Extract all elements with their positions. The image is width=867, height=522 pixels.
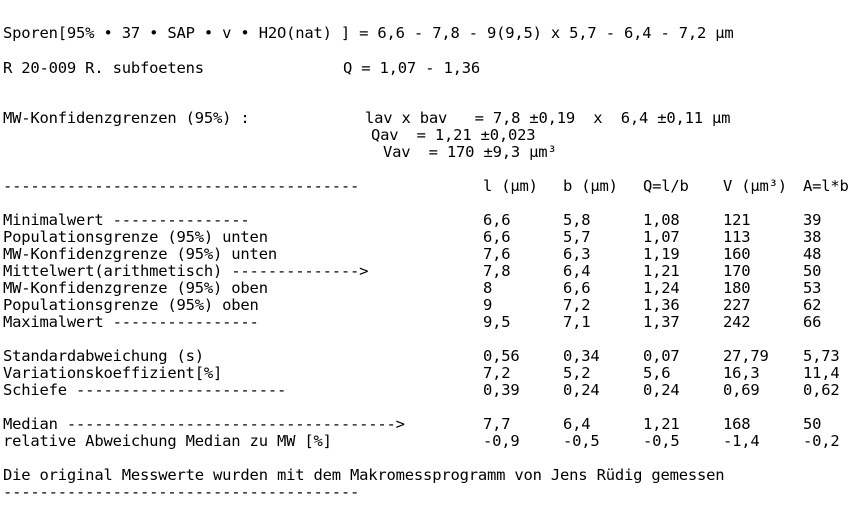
cell-b: 7,2: [563, 296, 591, 314]
row-label: Schiefe -----------------------: [3, 381, 287, 399]
row-label: Variationskoeffizient[%]: [3, 364, 223, 382]
table-row: [0, 365, 867, 382]
cell-b: 5,8: [563, 211, 591, 229]
table-row: [0, 229, 867, 246]
footer-note: Die original Messwerte wurden mit dem Makromessprogramm von Jens Rüdig gemessen: [3, 466, 725, 484]
confidence-vav: Vav = 170 ±9,3 µm³: [383, 143, 557, 161]
cell-v: -1,4: [723, 432, 760, 450]
confidence-qav: Qav = 1,21 ±0,023: [371, 126, 536, 144]
cell-b: 6,4: [563, 262, 591, 280]
cell-l: -0,9: [483, 432, 520, 450]
cell-v: 16,3: [723, 364, 760, 382]
cell-a: 53: [803, 279, 822, 297]
cell-a: -0,2: [803, 432, 840, 450]
cell-l: 7,8: [483, 262, 511, 280]
row-label: Maximalwert ----------------: [3, 313, 259, 331]
table-row: [0, 212, 867, 229]
table-row: [0, 433, 867, 450]
confidence-lav-bav: lav x bav = 7,8 ±0,19 x 6,4 ±0,11 µm: [365, 109, 731, 127]
cell-q: 1,21: [643, 262, 680, 280]
cell-a: 38: [803, 228, 822, 246]
row-label: Minimalwert ---------------: [3, 211, 250, 229]
cell-q: 1,21: [643, 415, 680, 433]
cell-v: 180: [723, 279, 751, 297]
cell-l: 8: [483, 279, 493, 297]
cell-a: 11,4: [803, 364, 840, 382]
table-row: [0, 416, 867, 433]
spore-summary-line: Sporen[95% • 37 • SAP • v • H2O(nat) ] = 6,6 - 7,8 - 9(9,5) x 5,7 - 6,4 - 7,2 µm: [3, 24, 734, 42]
table-header-row: [0, 178, 867, 195]
header-dashes: ---------------------------------------: [3, 177, 360, 195]
cell-l: 7,2: [483, 364, 511, 382]
table-row: [0, 314, 867, 331]
row-label: MW-Konfidenzgrenze (95%) unten: [3, 245, 277, 263]
column-header-v: V (µm³): [723, 177, 787, 195]
cell-b: 0,34: [563, 347, 600, 365]
cell-a: 5,73: [803, 347, 840, 365]
cell-v: 168: [723, 415, 751, 433]
cell-q: 1,37: [643, 313, 680, 331]
cell-v: 121: [723, 211, 751, 229]
cell-v: 160: [723, 245, 751, 263]
table-row: [0, 280, 867, 297]
cell-a: 66: [803, 313, 822, 331]
cell-q: -0,5: [643, 432, 680, 450]
column-header-l: l (µm): [483, 177, 538, 195]
cell-q: 0,24: [643, 381, 680, 399]
cell-v: 0,69: [723, 381, 760, 399]
cell-q: 1,07: [643, 228, 680, 246]
footer-dashes: ---------------------------------------: [3, 483, 360, 501]
cell-v: 227: [723, 296, 751, 314]
cell-a: 39: [803, 211, 822, 229]
cell-b: 5,2: [563, 364, 591, 382]
cell-l: 9: [483, 296, 493, 314]
cell-q: 1,19: [643, 245, 680, 263]
cell-l: 9,5: [483, 313, 511, 331]
table-row: [0, 382, 867, 399]
cell-l: 6,6: [483, 228, 511, 246]
cell-a: 0,62: [803, 381, 840, 399]
row-label: Populationsgrenze (95%) oben: [3, 296, 259, 314]
cell-q: 1,08: [643, 211, 680, 229]
cell-q: 1,24: [643, 279, 680, 297]
cell-a: 50: [803, 262, 822, 280]
cell-b: 6,3: [563, 245, 591, 263]
cell-v: 27,79: [723, 347, 769, 365]
row-label: Standardabweichung (s): [3, 347, 204, 365]
cell-q: 5,6: [643, 364, 671, 382]
table-row: [0, 246, 867, 263]
cell-q: 1,36: [643, 296, 680, 314]
cell-l: 0,56: [483, 347, 520, 365]
cell-b: 7,1: [563, 313, 591, 331]
cell-a: 48: [803, 245, 822, 263]
column-header-q: Q=l/b: [643, 177, 689, 195]
row-label: Mittelwert(arithmetisch) -------------->: [3, 262, 369, 280]
row-label: MW-Konfidenzgrenze (95%) oben: [3, 279, 268, 297]
cell-v: 242: [723, 313, 751, 331]
cell-a: 62: [803, 296, 822, 314]
row-label: Median ------------------------------------>: [3, 415, 405, 433]
cell-q: 0,07: [643, 347, 680, 365]
cell-l: 7,7: [483, 415, 511, 433]
column-header-b: b (µm): [563, 177, 618, 195]
row-label: relative Abweichung Median zu MW [%]: [3, 432, 332, 450]
cell-v: 170: [723, 262, 751, 280]
q-range: Q = 1,07 - 1,36: [343, 59, 480, 77]
cell-b: -0,5: [563, 432, 600, 450]
cell-l: 0,39: [483, 381, 520, 399]
cell-b: 6,4: [563, 415, 591, 433]
cell-l: 7,6: [483, 245, 511, 263]
cell-b: 0,24: [563, 381, 600, 399]
row-label: Populationsgrenze (95%) unten: [3, 228, 268, 246]
cell-a: 50: [803, 415, 822, 433]
specimen-id: R 20-009 R. subfoetens: [3, 59, 204, 77]
table-row: [0, 297, 867, 314]
cell-l: 6,6: [483, 211, 511, 229]
column-header-a: A=l*b: [803, 177, 849, 195]
table-row: [0, 348, 867, 365]
table-row: [0, 263, 867, 280]
cell-b: 5,7: [563, 228, 591, 246]
cell-b: 6,6: [563, 279, 591, 297]
cell-v: 113: [723, 228, 751, 246]
confidence-label: MW-Konfidenzgrenzen (95%) :: [3, 109, 250, 127]
